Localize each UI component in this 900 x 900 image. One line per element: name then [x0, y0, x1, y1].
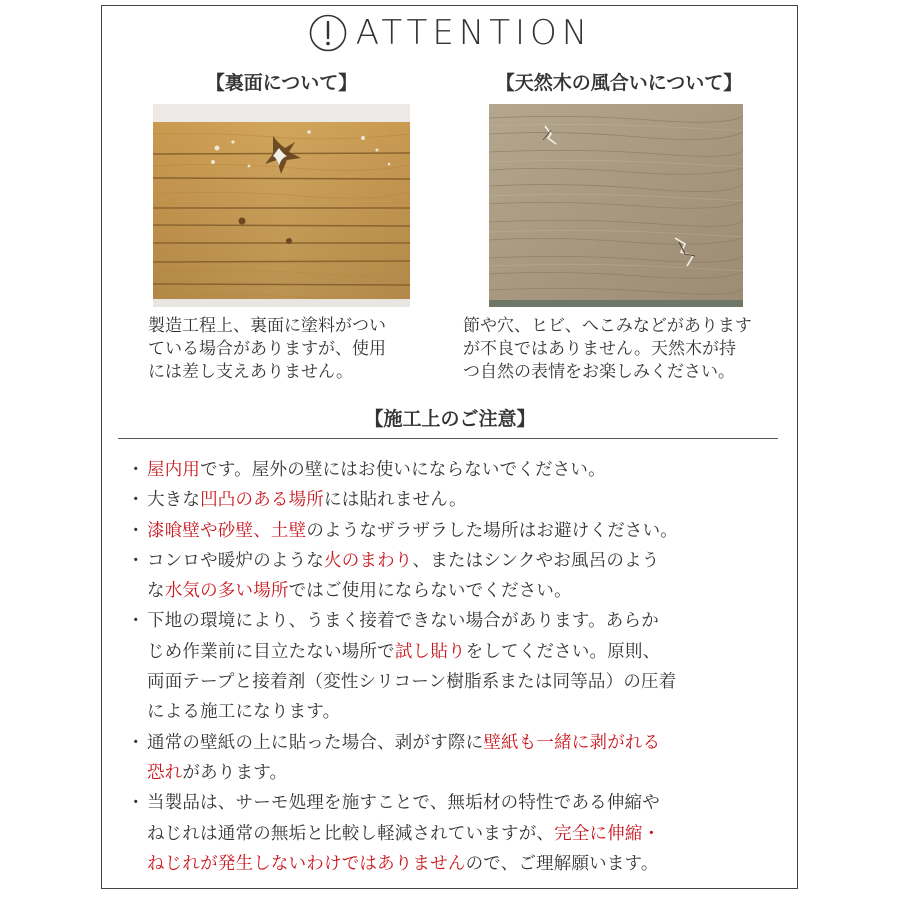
highlighted-text: 水気の多い場所 — [164, 581, 289, 602]
highlighted-text: 火のまわり — [324, 550, 413, 571]
caption-line: 製造工程上、裏面に塗料がつい — [148, 316, 386, 336]
notice-text: には貼れません。 — [324, 490, 467, 511]
notice-text: ので、ご理解願います。 — [465, 853, 659, 874]
natural-wood-title: 【天然木の風合いについて】 — [495, 72, 743, 94]
divider — [118, 438, 778, 439]
notice-line — [147, 667, 773, 697]
natural-wood-photo — [489, 104, 743, 307]
caption-line: ている場合がありますが、使用 — [148, 339, 386, 359]
notice-text: 大きな — [147, 490, 201, 511]
bullet: ・ — [127, 793, 145, 814]
notice-text: があります。 — [182, 762, 288, 783]
notice-text: 、またはシンクやお風呂のよう — [412, 550, 660, 571]
notice-line — [147, 516, 773, 546]
notice-line — [147, 788, 773, 818]
notice-text: ではご使用にならないでください。 — [288, 581, 572, 602]
notice-line — [147, 637, 773, 667]
notice-line — [147, 849, 773, 879]
notice-text: による施工になります。 — [147, 702, 341, 723]
highlighted-text: 壁紙も一緒に剥がれる — [483, 732, 661, 753]
notice-text: です。屋外の壁にはお使いにならないでください。 — [200, 460, 606, 480]
highlighted-text: ねじれが発生しないわけではありません — [147, 853, 466, 874]
caption-line: 節や穴、ヒビ、へこみなどがあります — [463, 316, 752, 336]
bullet: ・ — [127, 460, 145, 480]
notice-text: な — [147, 581, 165, 602]
notice-text: コンロや暖炉のような — [147, 550, 324, 571]
notice-text: のようなザラザラした場所はお避けください。 — [306, 520, 679, 541]
wood-back-photo — [153, 104, 410, 307]
notice-item — [123, 788, 773, 879]
notice-line — [147, 758, 773, 788]
notice-text: ねじれは通常の無垢と比較し軽減されていますが、 — [147, 823, 555, 844]
bullet: ・ — [127, 550, 145, 571]
back-side-title: 【裏面について】 — [205, 72, 358, 94]
bullet: ・ — [127, 611, 145, 632]
notice-line — [147, 606, 773, 636]
notice-text: じめ作業前に目立たない場所で — [147, 641, 395, 662]
notice-line — [147, 819, 773, 849]
notice-item — [123, 728, 773, 789]
notice-line — [147, 576, 773, 606]
exclamation-circle-icon — [308, 13, 348, 53]
highlighted-text: 恐れ — [147, 762, 183, 783]
notice-text: 下地の環境により、うまく接着できない場合があります。あらか — [147, 611, 659, 632]
bullet: ・ — [127, 490, 145, 511]
notice-line — [147, 485, 773, 515]
notice-text: 両面テープと接着剤（変性シリコーン樹脂系または同等品）の圧着 — [147, 672, 677, 693]
attention-header — [0, 8, 900, 58]
notice-line — [147, 728, 773, 758]
highlighted-text: 凹凸のある場所 — [200, 490, 325, 511]
highlighted-text: 屋内用 — [147, 460, 201, 480]
notice-text: をしてください。原則、 — [465, 641, 661, 662]
highlighted-text: 完全に伸縮・ — [554, 823, 661, 844]
caption-line: には差し支えありません。 — [148, 362, 354, 382]
highlighted-text: 試し貼り — [394, 641, 466, 662]
notice-line — [147, 697, 773, 727]
notice-line — [147, 546, 773, 576]
caption-line: が不良ではありません。天然木が持 — [463, 339, 737, 359]
notice-text: 通常の壁紙の上に貼った場合、剥がす際に — [147, 732, 484, 753]
notice-item — [123, 606, 773, 727]
notice-title: 【施工上のご注意】 — [364, 408, 536, 430]
bullet: ・ — [127, 520, 145, 541]
notice-line — [147, 455, 773, 485]
attention-title: ATTENTION — [355, 13, 593, 53]
notice-item — [123, 485, 773, 515]
bullet: ・ — [127, 732, 145, 753]
natural-wood-caption — [463, 315, 752, 384]
notice-list — [123, 455, 773, 879]
notice-text: 当製品は、サーモ処理を施すことで、無垢材の特性である伸縮や — [147, 793, 660, 814]
highlighted-text: 漆喰壁や砂壁、土壁 — [147, 520, 307, 541]
caption-line: つ自然の表情をお楽しみください。 — [463, 362, 735, 382]
back-side-caption — [148, 315, 386, 384]
notice-item — [123, 516, 773, 546]
notice-item — [123, 546, 773, 607]
notice-item — [123, 455, 773, 485]
